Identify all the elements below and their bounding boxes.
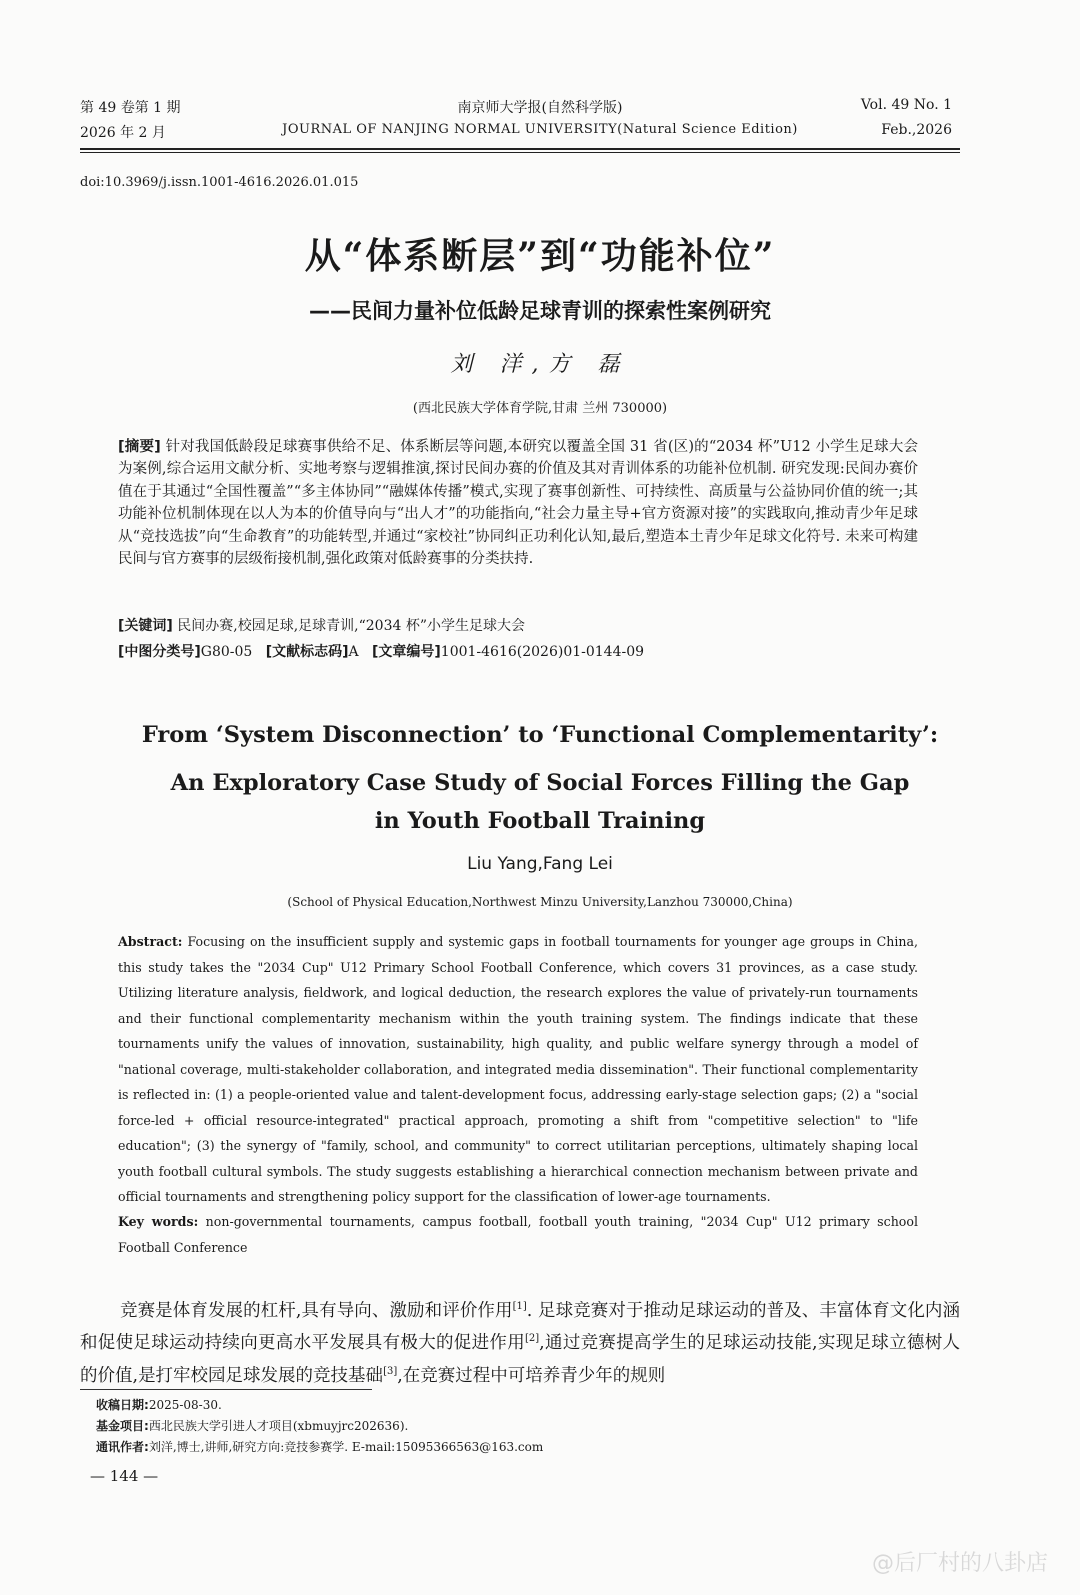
vol-en: Vol. 49 No. 1	[860, 97, 952, 113]
body-part-1: 竞赛是体育发展的杠杆,具有导向、激励和评价作用	[120, 1300, 513, 1321]
title-zh: 从“体系断层”到“功能补位”	[304, 235, 776, 277]
header-rule	[80, 148, 960, 150]
doc-code-label: [文献标志码]	[265, 644, 349, 660]
abstract-zh-text: 针对我国低龄段足球赛事供给不足、体系断层等问题,本研究以覆盖全国 31 省(区)的“2034 杯”U12 小学生足球大会为案例,综合运用文献分析、实地考察与逻辑推演,探讨民间办赛的价值及其对青训体系的功能补位机制. 研究发现:民间办赛价值在于其通过“全国性覆盖”“多主体协同”“融媒体传播”模式,实现了赛事创新性、可持续性、高质量与公益协同价值的统一;其功能补位机制体现在以人为本的价值导向与“出人才”的功能指向,“社会力量主导+官方资源对接”的实践取向,推动青少年足球从“竞技选拔”向“生命教育”的功能转型,并通过“家校社”协同纠正功利化认知,最后,塑造本土青少年足球文化符号. 未来可构建民间与官方赛事的层级衔接机制,强化政策对低龄赛事的分类扶持.	[118, 439, 918, 568]
body-part-4: ,在竞赛过程中可培养青少年的规则	[397, 1365, 666, 1386]
body-part-3: ,通过竞赛提高学生的足球运动技能,实现足球立德树人的价值,是打牢校园足球发展的竞技基础	[80, 1333, 960, 1386]
affiliation-en: (School of Physical Education,Northwest Minzu University,Lanzhou 730000,China)	[287, 895, 793, 909]
affiliation-zh: (西北民族大学体育学院,甘肃 兰州 730000)	[412, 401, 668, 416]
title-en-line2: An Exploratory Case Study of Social Forces Filling the Gap	[170, 770, 910, 796]
clc-label: [中图分类号]	[118, 644, 201, 660]
title-en-line3: in Youth Football Training	[374, 808, 706, 834]
article-no-value: 1001-4616(2026)01-0144-09	[440, 644, 645, 660]
corr-value: 刘洋,博士,讲师,研究方向:竞技参赛学. E-mail:15095366563@163.com	[148, 1440, 544, 1454]
keywords-zh-text: 民间办赛,校园足球,足球青训,“2034 杯”小学生足球大会	[177, 618, 525, 634]
authors-zh: 刘 洋,方 磊	[450, 352, 630, 377]
ref-1[interactable]: [1]	[512, 1301, 527, 1312]
abstract-en	[118, 929, 918, 1210]
keywords-zh-label: [关键词]	[118, 618, 173, 634]
body-part-2: . 足球竞赛对于推动足球运动的普及、丰富体育文化内涵和促使足球运动持续向更高水平发展具有极大的促进作用	[80, 1300, 961, 1354]
abstract-zh	[118, 436, 918, 570]
classification-line	[118, 641, 938, 661]
doc-code-value: A	[348, 644, 359, 660]
title-en-line1: From ‘System Disconnection’ to ‘Functional Complementarity’:	[141, 722, 939, 748]
footnote-rule	[80, 1389, 372, 1390]
footnote-received	[96, 1396, 222, 1413]
journal-en: JOURNAL OF NANJING NORMAL UNIVERSITY(Natural Science Edition)	[282, 122, 798, 137]
footnote-corresponding	[96, 1438, 543, 1455]
keywords-en	[118, 1209, 918, 1260]
abstract-en-text: Focusing on the insufficient supply and systemic gaps in football tournaments for younger age groups in China, this study takes the "2034 Cup" U12 Primary School Football Conference, which covers 31 provinces, as a case study. Utilizing literature analysis, fieldwork, and logical deduction, the research explores the value of privately-run tournaments and their functional complementarity mechanism within the youth training system. The findings indicate that these tournaments unify the values of innovation, sustainability, high quality, and public welfare synergy through a model of "national coverage, multi-stakeholder collaboration, and integrated media dissemination". Their functional complementarity is reflected in: (1) a people-oriented value and talent-development focus, addressing early-stage selection gaps; (2) a "social force-led + official resource-integrated" practical approach, promoting a shift from "competitive selection" to "life education"; (3) the synergy of "family, school, and community" to correct utilitarian perceptions, ultimately shaping local youth football cultural symbols. The study suggests establishing a hierarchical connection mechanism between private and official tournaments and strengthening policy support for the classification of lower-age tournaments.	[118, 934, 919, 1204]
fund-value: 西北民族大学引进人才项目(xbmuyjrc202636).	[148, 1419, 409, 1433]
body-paragraph	[80, 1293, 960, 1390]
keywords-en-label: Key words:	[118, 1214, 199, 1229]
abstract-zh-label: [摘要]	[118, 439, 161, 455]
subtitle-zh: ——民间力量补位低龄足球青训的探索性案例研究	[309, 299, 771, 323]
issue-zh: 第 49 卷第 1 期	[80, 100, 181, 116]
watermark: @后厂村的八卦店	[871, 1551, 1048, 1576]
page-number: — 144 —	[90, 1467, 159, 1485]
received-label: 收稿日期:	[96, 1398, 149, 1412]
corr-label: 通讯作者:	[96, 1440, 149, 1454]
received-value: 2025-08-30.	[148, 1398, 222, 1412]
keywords-zh	[118, 615, 938, 635]
authors-en: Liu Yang,Fang Lei	[467, 854, 613, 874]
date-en: Feb.,2026	[881, 122, 952, 138]
ref-3[interactable]: [3]	[383, 1365, 398, 1377]
ref-2[interactable]: [2]	[525, 1333, 540, 1345]
date-zh: 2026 年 2 月	[80, 125, 166, 141]
keywords-en-text: non-governmental tournaments, campus football, football youth training, "2034 Cup" U12 primary school Football Conference	[118, 1214, 918, 1255]
journal-zh: 南京师大学报(自然科学版)	[457, 100, 623, 116]
footnote-fund	[96, 1417, 408, 1434]
article-no-label: [文章编号]	[371, 644, 441, 660]
fund-label: 基金项目:	[96, 1419, 149, 1433]
abstract-en-label: Abstract:	[118, 934, 183, 949]
clc-value: G80-05	[200, 644, 253, 660]
doi[interactable]: doi:10.3969/j.issn.1001-4616.2026.01.015	[80, 175, 359, 190]
header-rule-thin	[80, 152, 960, 153]
